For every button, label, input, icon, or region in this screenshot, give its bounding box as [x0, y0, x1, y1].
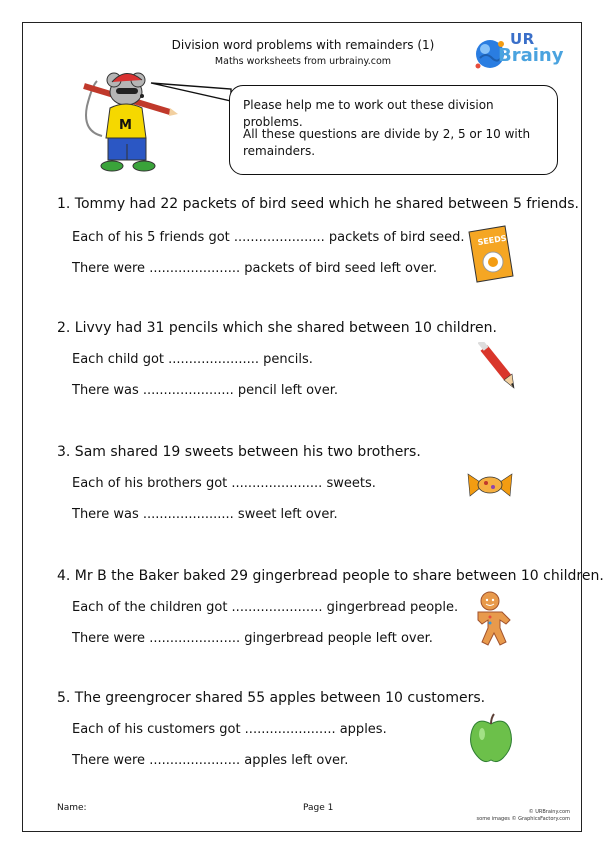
speech-bubble: [229, 85, 558, 175]
question-5-answer-2: There were ...................... apples left over.: [72, 753, 349, 768]
mascot-shirt-letter: M: [119, 118, 132, 133]
worksheet-title: Division word problems with remainders (1): [171, 38, 435, 52]
question-4-answer-2: There were ...................... gingerbread people left over.: [72, 631, 433, 646]
urbrainy-logo: [470, 30, 564, 72]
question-5-answer-1: Each of his customers got ...................... apples.: [72, 722, 387, 737]
logo-ur-text: UR: [510, 30, 535, 48]
question-3-answer-1: Each of his brothers got ...................... sweets.: [72, 476, 376, 491]
question-1: 1. Tommy had 22 packets of bird seed which he shared between 5 friends.: [57, 196, 580, 212]
question-3-answer-2: There was ...................... sweet left over.: [72, 507, 338, 522]
pencil-icon: [478, 342, 520, 390]
footer-credits: [470, 809, 570, 823]
seed-packet-label: SEEDS: [476, 233, 508, 248]
logo-brainy-text: Brainy: [498, 45, 564, 66]
question-1-answer-2: There were ...................... packets of bird seed left over.: [72, 261, 437, 276]
question-5: 5. The greengrocer shared 55 apples between 10 customers.: [57, 690, 486, 706]
question-3: 3. Sam shared 19 sweets between his two brothers.: [57, 444, 421, 460]
question-4-answer-1: Each of the children got ...................... gingerbread people.: [72, 600, 459, 615]
footer-copyright: © URBrainy.com: [528, 809, 570, 815]
seed-packet-icon: [465, 224, 517, 286]
footer-image-credit: some images © GraphicsFactory.com: [476, 816, 570, 822]
footer-page-label: Page 1: [303, 803, 334, 813]
green-apple-icon: [468, 712, 514, 764]
question-2-answer-2: There was ...................... pencil left over.: [72, 383, 339, 398]
footer-name-label: Name:: [57, 803, 87, 813]
speech-line-2: All these questions are divide by 2, 5 or 10 with remainders.: [243, 127, 531, 158]
question-4: 4. Mr B the Baker baked 29 gingerbread people to share between 10 children.: [57, 568, 604, 584]
question-1-answer-1: Each of his 5 friends got ...................... packets of bird seed.: [72, 230, 465, 245]
gingerbread-man-icon: [468, 590, 512, 646]
question-2: 2. Livvy had 31 pencils which she shared between 10 children.: [57, 320, 497, 336]
question-2-answer-1: Each child got ...................... pencils.: [72, 352, 313, 367]
speech-box: [229, 85, 558, 175]
wrapped-sweet-icon: [466, 470, 514, 500]
speech-line-1: Please help me to work out these division problems.: [243, 98, 494, 129]
speech-pointer: [149, 73, 239, 113]
worksheet-subtitle: Maths worksheets from urbrainy.com: [214, 56, 392, 67]
